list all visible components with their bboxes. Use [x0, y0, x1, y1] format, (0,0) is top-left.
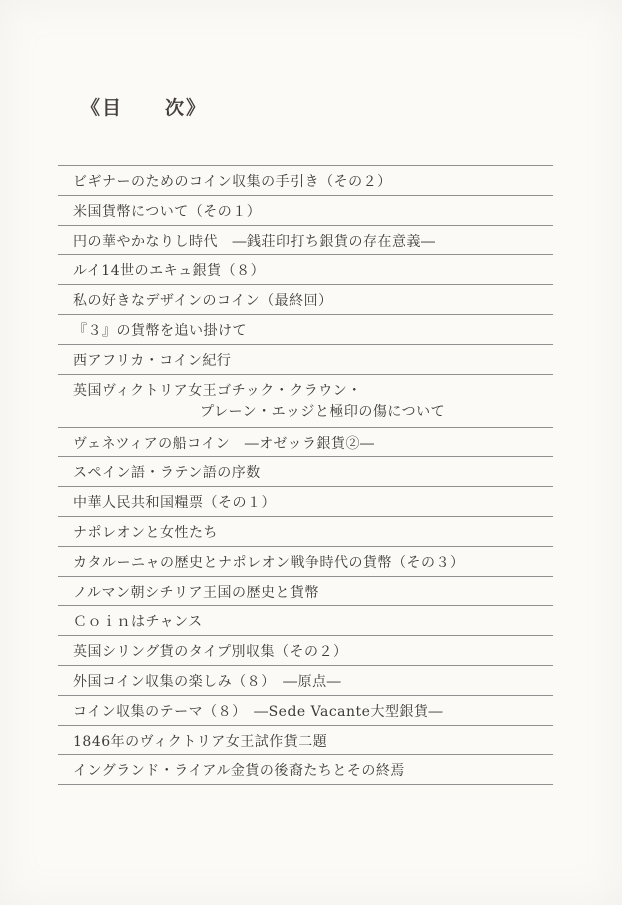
toc-item	[58, 456, 553, 486]
toc-item-text: 米国貨幣について（その１）	[73, 203, 262, 220]
toc-item	[58, 725, 553, 755]
toc-item-text: 1846年のヴィクトリア女王試作貨二題	[73, 733, 328, 750]
toc-item-text: スペイン語・ラテン語の序数	[73, 465, 261, 482]
table-of-contents	[58, 165, 553, 785]
toc-item-text: ヴェネツィアの船コイン ―オゼッラ銀貨②―	[73, 435, 375, 452]
toc-item-text: 私の好きなデザインのコイン（最終回）	[73, 293, 333, 310]
toc-item	[58, 225, 553, 255]
toc-item	[58, 314, 553, 344]
toc-item	[58, 546, 553, 576]
toc-item	[58, 695, 553, 725]
toc-item-text: 『３』の貨幣を追い掛けて	[73, 322, 247, 339]
toc-item-text: 外国コイン収集の楽しみ（８） ―原点―	[73, 673, 342, 690]
toc-item-text: ビギナーのためのコイン収集の手引き（その２）	[73, 174, 392, 190]
toc-item-text: 円の華やかなりし時代 ―銭荘印打ち銀貨の存在意義―	[73, 233, 436, 250]
toc-item	[58, 374, 553, 427]
toc-item-text: ルイ14世のエキュ銀貨（８）	[73, 263, 266, 280]
toc-item-text: ノルマン朝シチリア王国の歴史と貨幣	[73, 584, 319, 601]
toc-item	[58, 516, 553, 546]
toc-item-text: ナポレオンと女性たち	[73, 524, 218, 541]
toc-item-text: 西アフリカ・コイン紀行	[73, 352, 232, 369]
toc-item	[58, 605, 553, 635]
toc-item	[58, 665, 553, 695]
toc-item	[58, 576, 553, 606]
toc-item	[58, 754, 553, 784]
toc-item	[58, 486, 553, 516]
toc-item	[58, 284, 553, 314]
toc-item-text: プレーン・エッジと極印の傷について	[200, 403, 446, 420]
toc-item	[58, 635, 553, 665]
toc-item	[58, 344, 553, 374]
toc-item	[58, 195, 553, 225]
toc-item-text: イングランド・ライアル金貨の後裔たちとその終焉	[73, 763, 405, 780]
toc-item-text: 英国シリング貨のタイプ別収集（その２）	[73, 644, 348, 661]
toc-item	[58, 254, 553, 284]
toc-item-text: 英国ヴィクトリア女王ゴチック・クラウン・	[73, 382, 362, 399]
toc-item-text: Ｃｏｉｎはチャンス	[73, 614, 203, 631]
toc-item-text: カタルーニャの歴史とナポレオン戦争時代の貨幣（その３）	[73, 554, 465, 571]
toc-item	[58, 427, 553, 457]
page-title: 《目 次》	[81, 97, 208, 119]
toc-item-text: コイン収集のテーマ（８） ―Sede Vacante大型銀貨―	[73, 703, 443, 720]
toc-item-text: 中華人民共和国糧票（その１）	[73, 495, 276, 512]
toc-item	[58, 165, 553, 195]
